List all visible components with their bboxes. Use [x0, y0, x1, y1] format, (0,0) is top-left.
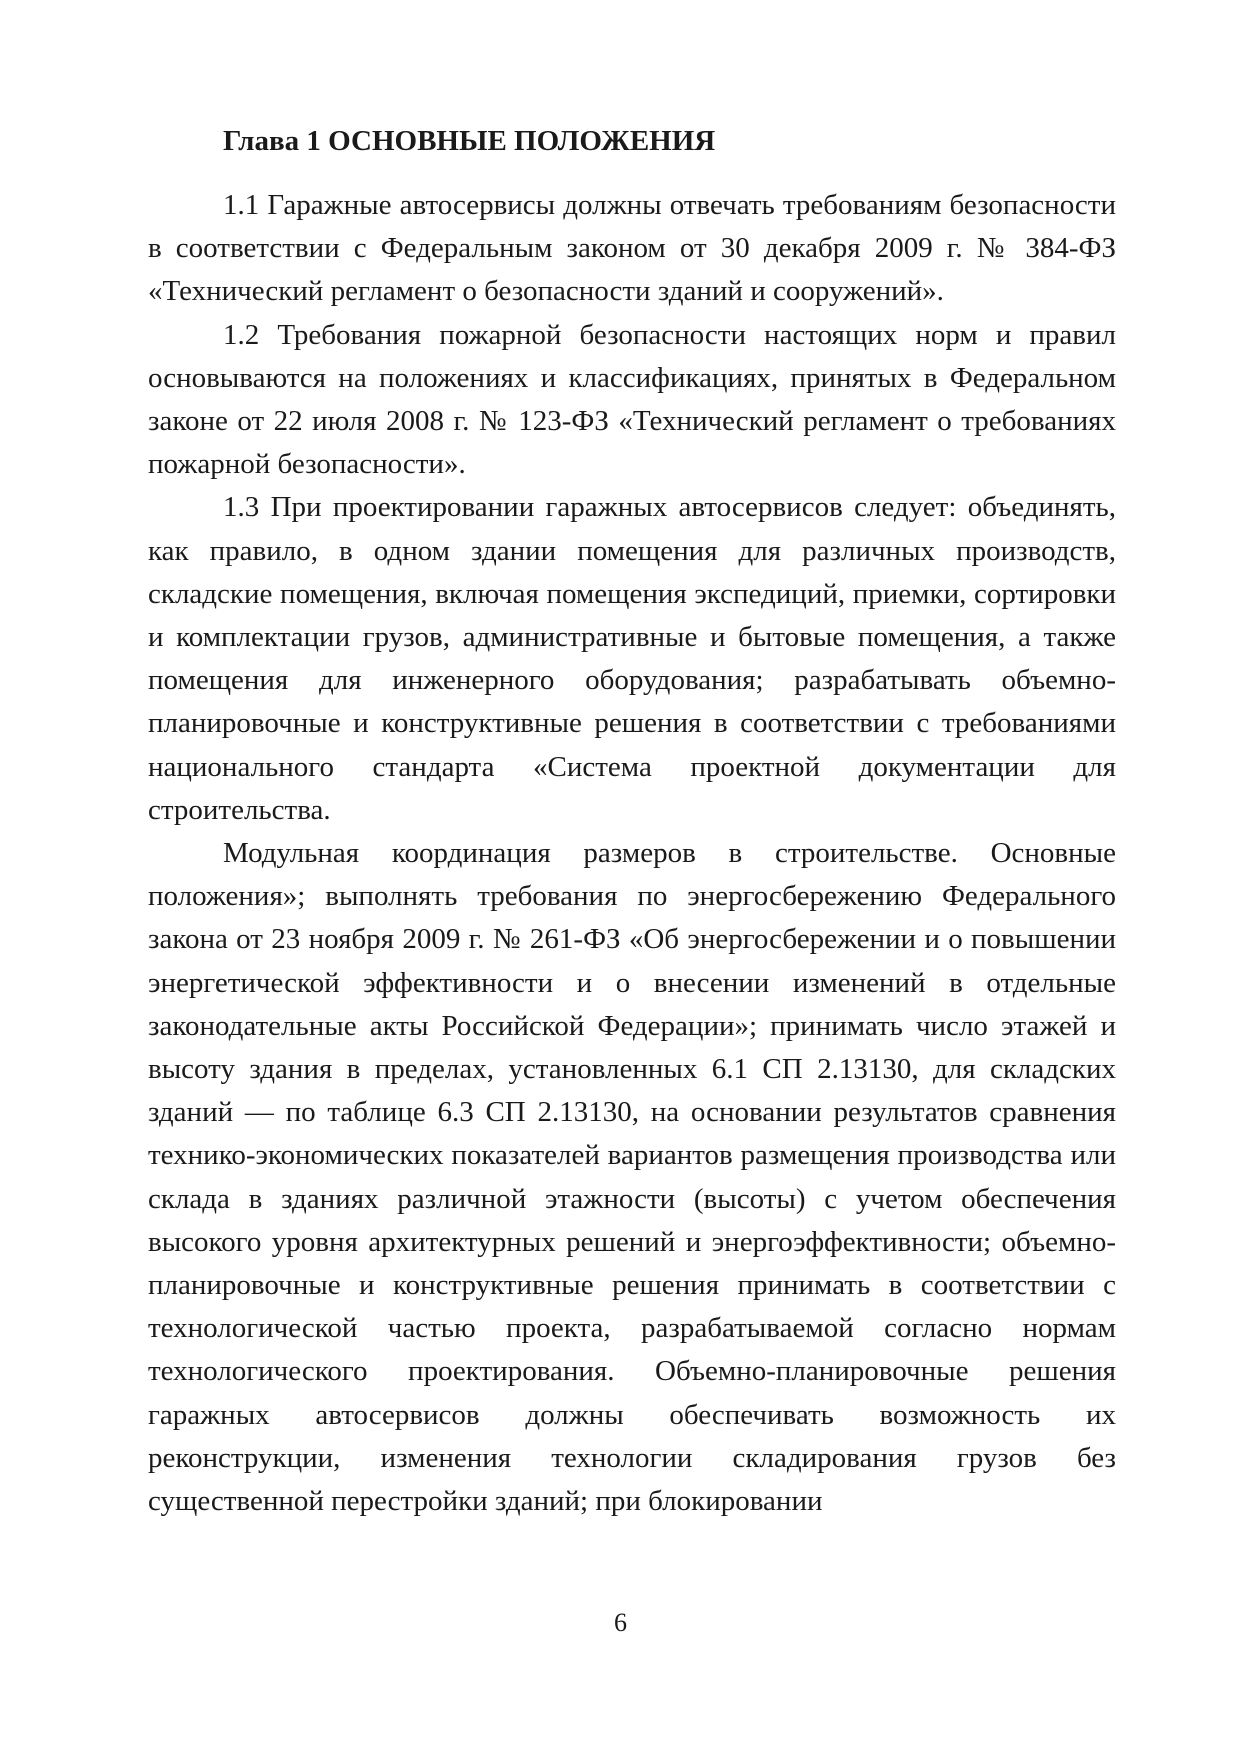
paragraph-1-3: 1.3 При проектировании гаражных автосервисов следует: объединять, как правило, в одном здании помещения для различных производств, складские помещения, включая помещения экспедиций, приемки, сортировки и комплектации грузов, административные и бытовые помещения, а также помещения для инженерного оборудования; разрабатывать объемно-планировочные и конструктивные решения в соответствии с требованиями национального стандарта «Система проектной документации для строительства. [148, 491, 1116, 826]
chapter-title: Глава 1 ОСНОВНЫЕ ПОЛОЖЕНИЯ [223, 125, 716, 157]
paragraph-1-1: 1.1 Гаражные автосервисы должны отвечать требованиям безопасности в соответствии с Федеральным законом от 30 декабря 2009 г. № 384-ФЗ «Технический регламент о безопасности зданий и сооружений». [148, 189, 1116, 308]
paragraph-continuation: Модульная координация размеров в строительстве. Основные положения»; выполнять требования по энергосбережению Федерального закона от 23 ноября 2009 г. № 261-ФЗ «Об энергосбережении и о повышении энергетической эффективности и о внесении изменений в отдельные законодательные акты Российской Федерации»; принимать число этажей и высоту здания в пределах, установленных 6.1 СП 2.13130, для складских зданий — по таблице 6.3 СП 2.13130, на основании результатов сравнения технико-экономических показателей вариантов размещения производства или склада в зданиях различной этажности (высоты) с учетом обеспечения высокого уровня архитектурных решений и энергоэффективности; объемно-планировочные и конструктивные решения принимать в соответствии с технологической частью проекта, разрабатываемой согласно нормам технологического проектирования. Объемно-планировочные решения гаражных автосервисов должны обеспечивать возможность их реконструкции, изменения технологии складирования грузов без существенной перестройки зданий; при блокировании [148, 837, 1116, 1518]
document-page [148, 122, 1116, 1523]
paragraph-1-2: 1.2 Требования пожарной безопасности настоящих норм и правил основываются на положениях и классификациях, принятых в Федеральном законе от 22 июля 2008 г. № 123-ФЗ «Технический регламент о требованиях пожарной безопасности». [148, 318, 1116, 481]
page-number: 6 [614, 1608, 627, 1637]
